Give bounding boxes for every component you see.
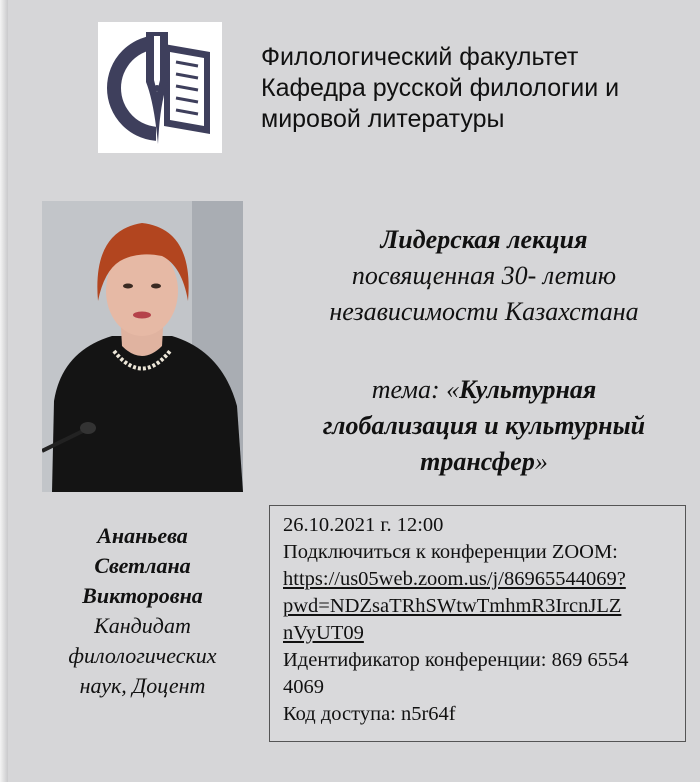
topic-text-line2: глобализация и культурный <box>322 411 646 440</box>
lecture-title: Лидерская лекция <box>380 225 588 254</box>
speaker-patronymic: Викторовна <box>82 583 203 608</box>
topic-text-line1: Культурная <box>459 375 597 404</box>
conference-info-box <box>269 505 686 742</box>
topic-close-quote: » <box>534 447 548 476</box>
zoom-link-line1[interactable]: https://us05web.zoom.us/j/86965544069? <box>283 568 626 590</box>
speaker-info <box>40 521 245 701</box>
page-edge <box>0 0 8 782</box>
conference-datetime: 26.10.2021 г. 12:00 <box>283 514 444 536</box>
topic-line1 <box>268 372 700 408</box>
department-name-line2: мировой литературы <box>261 105 505 133</box>
zoom-link-line2[interactable]: pwd=NDZsaTRhSWtwTmhmR3IrcnJLZ <box>283 595 622 617</box>
topic-open-quote: : « <box>430 375 460 404</box>
conference-connect-label: Подключиться к конференции ZOOM: <box>283 541 618 563</box>
speaker-name: Светлана <box>94 553 191 578</box>
speaker-degree-line3: наук, Доцент <box>79 673 206 698</box>
lecture-topic <box>268 372 700 480</box>
faculty-name: Филологический факультет <box>261 43 579 71</box>
lecture-subtitle-line2: независимости Казахстана <box>329 297 639 326</box>
topic-text-line3: трансфер <box>420 447 535 476</box>
conference-id-line2: 4069 <box>283 676 324 698</box>
faculty-logo-icon <box>98 22 222 153</box>
department-name-line1: Кафедра русской филологии и <box>261 74 620 102</box>
zoom-link-line3[interactable]: nVyUT09 <box>283 622 364 644</box>
speaker-degree-line1: Кандидат <box>94 613 191 638</box>
portrait-photo <box>42 201 243 492</box>
topic-line3 <box>268 444 700 480</box>
speaker-surname: Ананьева <box>97 523 188 548</box>
conference-id-line1: Идентификатор конференции: 869 6554 <box>283 649 629 671</box>
faculty-header <box>261 42 691 135</box>
lecture-subtitle-line1: посвященная 30- летию <box>351 261 617 290</box>
speaker-degree-line2: филологических <box>68 643 217 668</box>
topic-prefix: тема <box>371 375 431 404</box>
lecture-announcement <box>268 222 700 330</box>
conference-access-code: Код доступа: n5r64f <box>283 703 456 725</box>
